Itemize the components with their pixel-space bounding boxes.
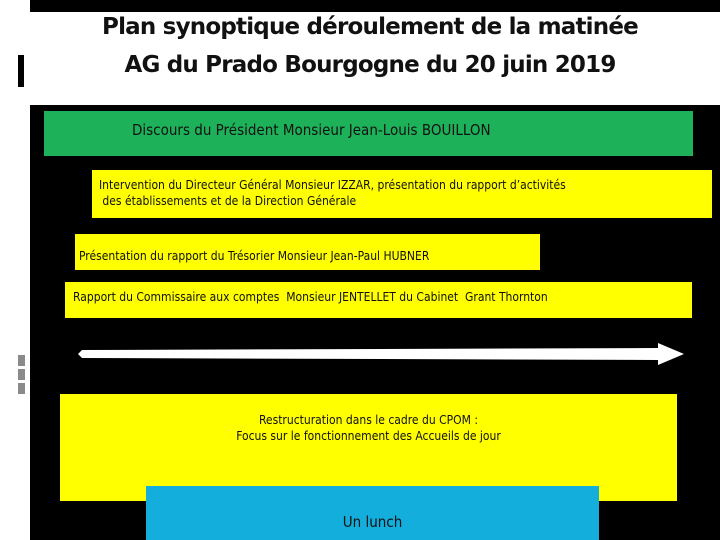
timeline-arrow-shape	[78, 343, 684, 365]
timeline-arrow	[78, 343, 688, 365]
step-lunch-text: Un lunch	[342, 513, 403, 531]
step-director-intervention-line-2: des établissements et de la Direction Générale	[99, 194, 357, 208]
step-restructuring-line-2: Focus sur le fonctionnement des Accueils de jour	[236, 429, 501, 443]
step-auditor-report	[65, 282, 692, 318]
title-line-2: AG du Prado Bourgogne du 20 juin 2019	[124, 52, 616, 78]
side-mark	[18, 55, 24, 87]
step-treasurer-report-text: Présentation du rapport du Trésorier Monsieur Jean-Paul HUBNER	[79, 249, 430, 263]
step-auditor-report-text: Rapport du Commissaire aux comptes Monsieur JENTELLET du Cabinet Grant Thornton	[73, 290, 548, 304]
step-restructuring-line-1: Restructuration dans le cadre du CPOM :	[258, 413, 479, 427]
title-line-1: Plan synoptique déroulement de la matinée	[102, 14, 638, 40]
step-treasurer-report	[75, 234, 540, 270]
decoration-bar	[18, 383, 25, 394]
step-president-speech-text: Discours du Président Monsieur Jean-Louis BOUILLON	[132, 121, 491, 139]
decoration-bar	[18, 369, 25, 380]
step-president-speech	[44, 111, 693, 156]
step-director-intervention	[92, 170, 712, 218]
step-director-intervention-line-1: Intervention du Directeur Général Monsieur IZZAR, présentation du rapport d’activités	[99, 178, 566, 192]
step-lunch	[146, 486, 599, 540]
top-bar	[30, 0, 720, 12]
decoration-bar	[18, 355, 25, 366]
step-restructuring	[60, 394, 677, 501]
left-decoration	[18, 355, 26, 397]
